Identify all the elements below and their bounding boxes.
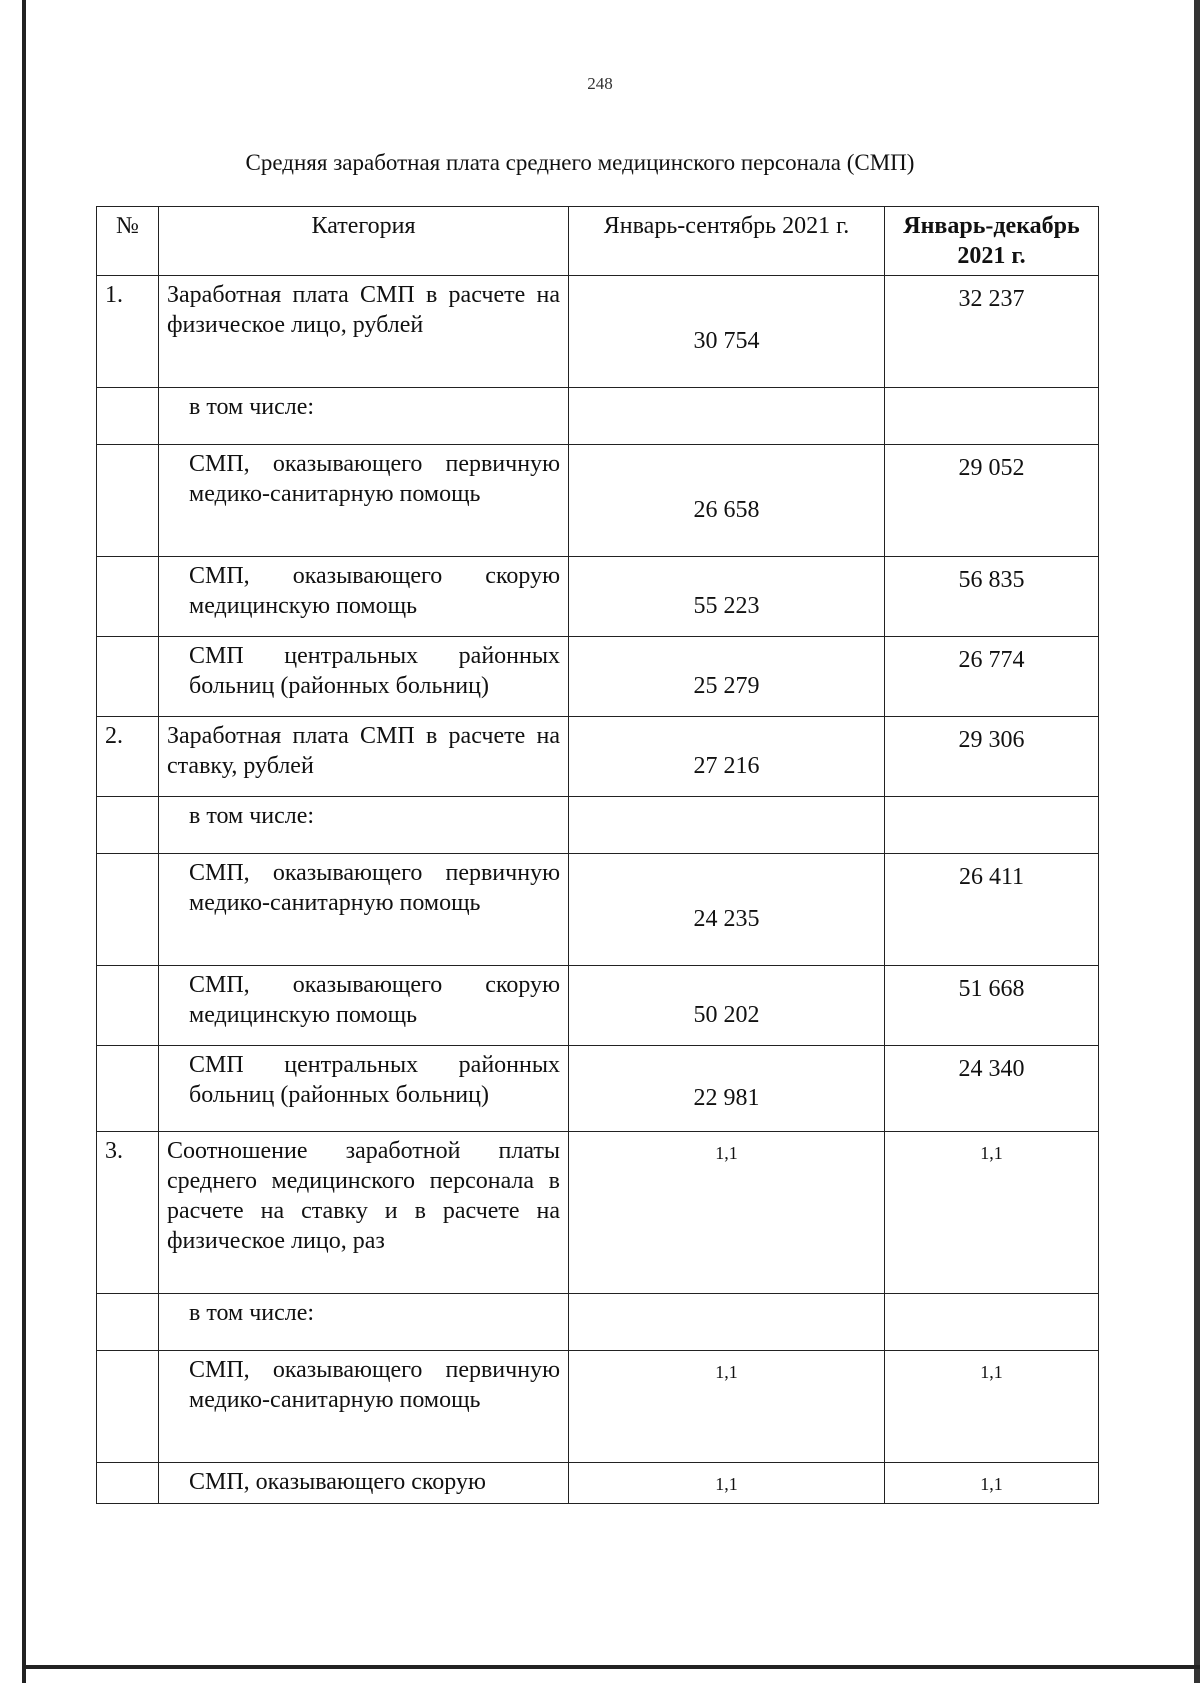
row-category: СМП, оказывающего скорую bbox=[159, 1463, 569, 1504]
page-title: Средняя заработная плата среднего медицинского персонала (СМП) bbox=[245, 150, 915, 175]
row-number bbox=[97, 966, 159, 1046]
row-value-fy: 29 306 bbox=[885, 717, 1099, 797]
row-category: Соотношение заработной платы среднего медицинского персонала в расчете на ставку и в расчете на физическое лицо, раз bbox=[159, 1132, 569, 1294]
row-number: 2. bbox=[97, 717, 159, 797]
table-row bbox=[97, 1294, 1099, 1351]
row-value-q3: 1,1 bbox=[569, 1132, 885, 1294]
row-category: СМП, оказывающего первичную медико-санитарную помощь bbox=[159, 854, 569, 966]
row-category: в том числе: bbox=[159, 1294, 569, 1351]
row-value-fy: 26 774 bbox=[885, 637, 1099, 717]
table-header-row bbox=[97, 207, 1099, 276]
row-value-q3 bbox=[569, 797, 885, 854]
row-value-q3: 25 279 bbox=[569, 637, 885, 717]
row-value-q3: 22 981 bbox=[569, 1046, 885, 1132]
table-row bbox=[97, 854, 1099, 966]
row-value-q3 bbox=[569, 388, 885, 445]
scan-edge-left bbox=[22, 0, 26, 1683]
table-row bbox=[97, 1046, 1099, 1132]
table-row bbox=[97, 797, 1099, 854]
page-number: 248 bbox=[587, 74, 613, 93]
row-category: СМП центральных районных больниц (районных больниц) bbox=[159, 1046, 569, 1132]
table-row bbox=[97, 445, 1099, 557]
row-value-fy: 1,1 bbox=[885, 1132, 1099, 1294]
header-fy: Январь-декабрь 2021 г. bbox=[885, 207, 1099, 276]
table-row bbox=[97, 1132, 1099, 1294]
row-number bbox=[97, 1294, 159, 1351]
table-row bbox=[97, 637, 1099, 717]
row-value-fy: 51 668 bbox=[885, 966, 1099, 1046]
row-category: Заработная плата СМП в расчете на ставку, рублей bbox=[159, 717, 569, 797]
header-num: № bbox=[97, 207, 159, 276]
row-value-fy: 1,1 bbox=[885, 1463, 1099, 1504]
row-number bbox=[97, 854, 159, 966]
scan-edge-right bbox=[1194, 0, 1200, 1683]
table-row bbox=[97, 1463, 1099, 1504]
row-value-q3: 50 202 bbox=[569, 966, 885, 1046]
row-value-q3: 26 658 bbox=[569, 445, 885, 557]
row-value-q3: 1,1 bbox=[569, 1351, 885, 1463]
row-value-q3 bbox=[569, 1294, 885, 1351]
salary-table bbox=[96, 206, 1099, 1504]
row-category: СМП, оказывающего скорую медицинскую помощь bbox=[159, 557, 569, 637]
row-value-q3: 30 754 bbox=[569, 276, 885, 388]
row-category: СМП центральных районных больниц (районных больниц) bbox=[159, 637, 569, 717]
row-value-q3: 55 223 bbox=[569, 557, 885, 637]
row-number bbox=[97, 637, 159, 717]
row-value-fy: 56 835 bbox=[885, 557, 1099, 637]
row-category: в том числе: bbox=[159, 388, 569, 445]
table-row bbox=[97, 557, 1099, 637]
row-category: Заработная плата СМП в расчете на физическое лицо, рублей bbox=[159, 276, 569, 388]
row-value-fy: 1,1 bbox=[885, 1351, 1099, 1463]
scan-edge-bottom bbox=[22, 1665, 1200, 1669]
row-number: 1. bbox=[97, 276, 159, 388]
row-value-fy bbox=[885, 1294, 1099, 1351]
row-category: СМП, оказывающего первичную медико-санитарную помощь bbox=[159, 445, 569, 557]
row-category: в том числе: bbox=[159, 797, 569, 854]
row-category: СМП, оказывающего первичную медико-санитарную помощь bbox=[159, 1351, 569, 1463]
table-row bbox=[97, 276, 1099, 388]
row-number bbox=[97, 797, 159, 854]
table-row bbox=[97, 966, 1099, 1046]
header-category: Категория bbox=[159, 207, 569, 276]
row-value-fy: 24 340 bbox=[885, 1046, 1099, 1132]
row-value-q3: 24 235 bbox=[569, 854, 885, 966]
row-value-fy: 26 411 bbox=[885, 854, 1099, 966]
header-q3: Январь-сентябрь 2021 г. bbox=[569, 207, 885, 276]
row-value-q3: 27 216 bbox=[569, 717, 885, 797]
row-value-fy bbox=[885, 388, 1099, 445]
row-number: 3. bbox=[97, 1132, 159, 1294]
row-number bbox=[97, 1463, 159, 1504]
row-category: СМП, оказывающего скорую медицинскую помощь bbox=[159, 966, 569, 1046]
row-value-q3: 1,1 bbox=[569, 1463, 885, 1504]
row-value-fy: 32 237 bbox=[885, 276, 1099, 388]
table-row bbox=[97, 388, 1099, 445]
row-value-fy: 29 052 bbox=[885, 445, 1099, 557]
row-number bbox=[97, 388, 159, 445]
row-number bbox=[97, 445, 159, 557]
table-row bbox=[97, 717, 1099, 797]
row-number bbox=[97, 1046, 159, 1132]
table-row bbox=[97, 1351, 1099, 1463]
row-number bbox=[97, 1351, 159, 1463]
row-number bbox=[97, 557, 159, 637]
row-value-fy bbox=[885, 797, 1099, 854]
